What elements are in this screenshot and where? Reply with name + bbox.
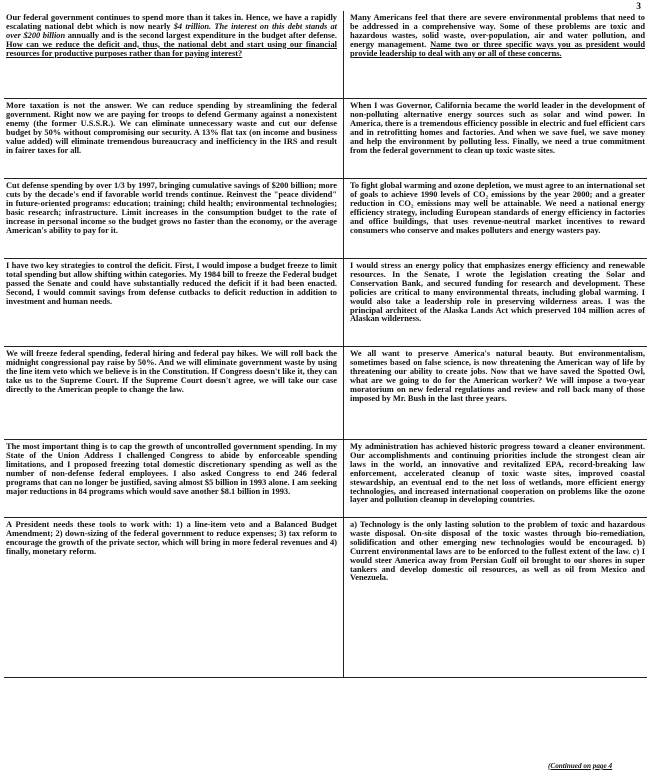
budget-answer-5	[4, 439, 344, 517]
environment-answer-0	[344, 11, 647, 98]
text-run: A President needs these tools to work with: 1) a line-item veto and a Balanced Budget Amendment; 2) down-sizing of the federal government to reduce expenses; 3) tax reform to encourage the growth of the private sector, which will bring in more federal revenues and 4) finally, monetary reform.	[6, 520, 337, 556]
answer-text	[6, 102, 337, 155]
environment-answer-5	[344, 439, 647, 517]
answer-text	[350, 14, 645, 59]
environment-answer-3	[344, 258, 647, 346]
text-run: Our federal government continues to spend more than it takes in. Hence, we have a rapidly escalating national debt which is now nearly	[6, 13, 337, 31]
answer-text	[6, 182, 337, 235]
text-run: Many Americans feel that there are severe environmental problems that need to be addressed in a comprehensive way. Some of these problems are toxic and hazardous wastes, solid waste, over-population, air and water pollution, and energy management.	[350, 13, 645, 49]
text-run: When I was Governor, California became the world leader in the development of non-polluting alternative energy sources such as solar and wind power. In America, there is a tremendous efficiency possible in electric and fuel efficient cars and in retrofitting homes and factories. And when we save fuel, we save money and help the environment by polluting less. Finally, we need a true commitment from the federal government to clean up toxic waste sites.	[350, 101, 645, 155]
answer-text	[6, 443, 337, 496]
answer-text	[350, 443, 645, 505]
qa-grid	[4, 11, 647, 678]
text-run: a) Technology is the only lasting solution to the problem of toxic and hazardous waste disposal. On-site disposal of the toxic wastes through bio-remediation, solidification and other emerging new technologies would be encouraged. b) Current environmental laws are to be enforced to the fullest extent of the law. c) I would steer America away from Persian Gulf oil brought to our shores in super tankers and develop domestic oil resources, as well as oil from Mexico and Venezuela.	[350, 520, 645, 583]
environment-answer-6	[344, 517, 647, 677]
text-run: My administration has achieved historic progress toward a cleaner environment. Our accomplishments and continuing priorities include the strongest clean air laws in the world, an innovative and revitalized EPA, record-breaking law enforcement, accelerated cleanup of toxic waste sites, improved coastal stewardship, an eventual end to the net loss of wetlands, more efficient energy technologies, and increased international cooperation on problems like the ozone layer and pollution cleanup in developing countries.	[350, 442, 645, 505]
budget-answer-1	[4, 98, 344, 178]
answer-text	[6, 14, 337, 59]
continued-note: (Continued on page 4	[548, 762, 613, 770]
environment-answer-1	[344, 98, 647, 178]
answer-text	[350, 521, 645, 583]
answer-text	[350, 262, 645, 324]
text-run: More taxation is not the answer. We can reduce spending by streamlining the federal government. Right now we are paying for troops to defend Germany against a nonexistent enemy (the former U.S.S.R.). We can eliminate unnecessary waste and cut our defense budget by 50% without compromising our security. A 13% flat tax (on income and business value added) will eliminate tremendous bureaucracy and inefficiency in the IRS and result in fairer taxes for all.	[6, 101, 337, 155]
question-text: Name two or three specific ways you as president would provide leadership to deal with any or all of these concerns.	[350, 39, 645, 58]
text-run: I have two key strategies to control the deficit. First, I would impose a budget freeze to limit total spending but allow shifting within categories. My 1984 bill to freeze the Federal budget passed the Senate and could have substantially reduced the deficit if it had been enacted. Second, I would commit savings from defense cutbacks to deficit reduction in addition to investment and human needs.	[6, 261, 337, 306]
text-run: The interest on this debt stands at over $200 billion	[6, 21, 337, 40]
text-run: Cut defense spending by over 1/3 by 1997, bringing cumulative savings of $200 billion; more cuts by the decade's end if favorable world trends continue. Reinvest the "peace dividend" in future-oriented programs: education; training; child health; environmental technologies; basic research; infrastructure. Limit increases in the consumption budget to the rate of increase in personal income so the budget grows no faster than the economy, or the average American's ability to pay for it.	[6, 181, 337, 235]
page-number: 3	[636, 2, 641, 12]
answer-text	[6, 350, 337, 395]
text-run: $4 trillion.	[173, 21, 212, 31]
text-run: I would stress an energy policy that emphasizes energy efficiency and renewable resources. In the Senate, I wrote the legislation creating the Solar and Conservation Bank, and secured funding for research and development. These policies are critical to many environmental threats, including global warming. I would also take a leadership role in preserving wilderness areas. I was the principal architect of the Alaska Lands Act which preserved 104 million acres of Alaskan wilderness.	[350, 261, 645, 324]
budget-answer-6	[4, 517, 344, 677]
question-text: How can we reduce the deficit and, thus, the national debt and start using our financial resources for productive purposes rather than for paying interest?	[6, 39, 337, 58]
answer-text	[350, 102, 645, 155]
budget-answer-2	[4, 178, 344, 258]
environment-answer-4	[344, 346, 647, 439]
answer-text	[6, 262, 337, 307]
text-run: annually and is the second largest expenditure in the budget after defense.	[65, 30, 337, 40]
answer-text	[350, 350, 645, 403]
budget-answer-0	[4, 11, 344, 98]
text-run: We will freeze federal spending, federal hiring and federal pay hikes. We will roll back the midnight congressional pay raise by 50%. And we will eliminate government waste by using the line item veto which we believe is in the Constitution. If Congress doesn't like it, they can take us to the Supreme Court. If the Supreme Court doesn't agree, we will take our case directly to the American people to change the law.	[6, 349, 337, 394]
environment-answer-2	[344, 178, 647, 258]
budget-answer-4	[4, 346, 344, 439]
text-run: We all want to preserve America's natural beauty. But environmentalism, sometimes based on false science, is now threatening the American way of life by threatening our ability to create jobs. Now that we have saved the Spotted Owl, what are we going to do for the American worker? We will impose a two-year moratorium on new federal regulations and review and roll back many of those imposed by Mr. Bush in the last three years.	[350, 349, 645, 403]
answer-text	[350, 182, 645, 235]
text-run: The most important thing is to cap the growth of uncontrolled government spending. In my State of the Union Address I challenged Congress to abide by enforceable spending limitations, and I proposed freezing total domestic discretionary spending as well as the number of non-defense federal employees. I also asked Congress to end 246 federal programs that can no longer be justified, saving almost $5 billion in 1993 alone. I am seeking major reductions in 84 programs which would save another $8.1 billion in 1993.	[6, 442, 337, 496]
text-run: To fight global warming and ozone depletion, we must agree to an international set of goals to achieve 1990 levels of CO₂ emissions by the year 2000; and a greater reduction in CO₂ emissions may well be attainable. We need a national energy efficiency strategy, including European standards of energy efficiency in factories and office buildings, that uses revenue-neutral market incentives to reward consumers who conserve and makes polluters and energy wasters pay.	[350, 181, 645, 235]
budget-answer-3	[4, 258, 344, 346]
answer-text	[6, 521, 337, 557]
